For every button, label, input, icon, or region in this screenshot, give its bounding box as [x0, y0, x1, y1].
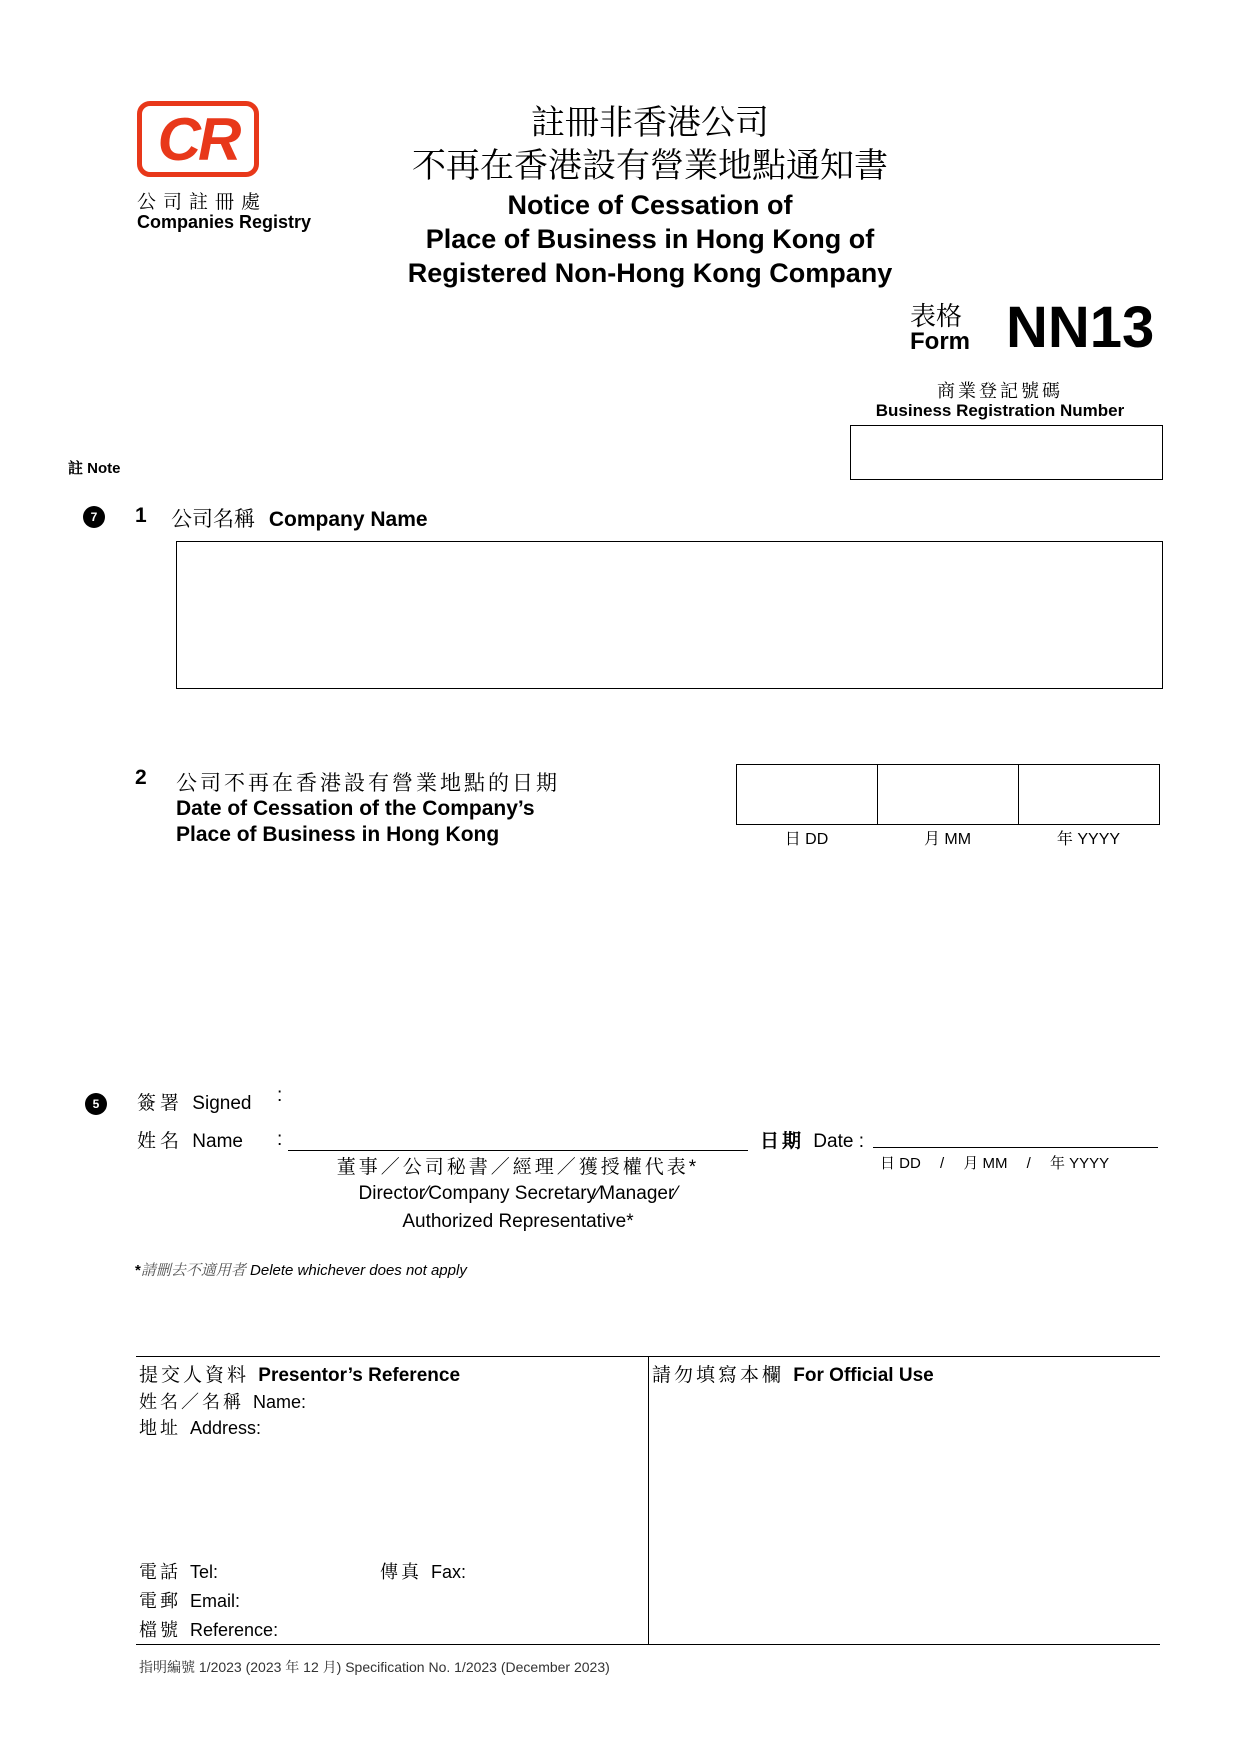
presentor-reference-zh: 檔號 — [139, 1620, 181, 1640]
company-name-label-zh: 公司名稱 — [171, 508, 255, 531]
form-label-zh: 表格 — [910, 301, 963, 331]
presentor-fax-label[interactable] — [380, 1558, 466, 1584]
company-name-label-en: Company Name — [268, 508, 428, 531]
role-options-zh: 董事／公司秘書／經理／獲授權代表* — [336, 1157, 700, 1178]
presentor-reference-label[interactable] — [139, 1616, 278, 1642]
presentor-email-label[interactable] — [139, 1587, 240, 1613]
title-en-line-1: Notice of Cessation of — [507, 190, 793, 220]
signed-label-en: Signed — [192, 1093, 252, 1114]
title-en-line-3: Registered Non-Hong Kong Company — [407, 258, 893, 288]
cessation-date-label-en-1: Date of Cessation of the Company’s — [176, 797, 535, 820]
date-label-en: Date — [813, 1131, 854, 1152]
date-label — [760, 1126, 864, 1153]
cessation-date-label-zh: 公司不再在香港設有營業地點的日期 — [176, 772, 560, 795]
day-label: 日 DD — [784, 831, 829, 848]
signature-date-format: 日 DD / 月 MM / 年 YYYY — [880, 1155, 1110, 1172]
official-use-title — [652, 1360, 934, 1387]
company-name-label — [171, 503, 428, 533]
presentor-title — [139, 1360, 460, 1387]
year-input-box[interactable] — [1019, 765, 1159, 824]
presentor-fax-en: Fax: — [431, 1562, 467, 1582]
day-input-box[interactable] — [737, 765, 878, 824]
presentor-reference-en: Reference: — [190, 1620, 279, 1640]
company-name-input-box[interactable] — [176, 541, 1163, 689]
role-options-en-2: Authorized Representative* — [402, 1211, 634, 1232]
title-en-line-2: Place of Business in Hong Kong of — [425, 224, 875, 254]
role-options-en-1: Director⁄Company Secretary⁄Manager⁄ — [358, 1183, 678, 1204]
name-label-zh: 姓名 — [137, 1131, 184, 1152]
note-marker-5: 5 — [85, 1093, 107, 1115]
presentor-name-zh: 姓名／名稱 — [139, 1392, 244, 1412]
footnote-zh: 請刪去不適用者 — [140, 1262, 246, 1279]
logo-text: CR — [157, 106, 239, 173]
cessation-date-boxes — [736, 764, 1160, 825]
month-label: 月 MM — [923, 831, 972, 848]
name-colon: : — [277, 1129, 283, 1150]
presentor-tel-en: Tel: — [190, 1562, 219, 1582]
title-zh-line-1: 註冊非香港公司 — [531, 104, 769, 142]
presentor-tel-zh: 電話 — [139, 1562, 181, 1582]
name-label — [137, 1126, 243, 1153]
presentor-fax-zh: 傳真 — [380, 1562, 422, 1582]
presentor-address-en: Address: — [190, 1418, 262, 1438]
presentor-tel-label[interactable] — [139, 1558, 218, 1584]
presentor-address-label[interactable] — [139, 1414, 261, 1440]
registry-name-en: Companies Registry — [137, 212, 312, 232]
official-use-zh: 請勿填寫本欄 — [652, 1365, 785, 1386]
note-column-label: 註 Note — [68, 460, 121, 477]
presentor-name-en: Name: — [253, 1392, 307, 1412]
signed-label-zh: 簽署 — [137, 1093, 184, 1114]
brn-label-en: Business Registration Number — [875, 401, 1125, 420]
presentor-address-zh: 地址 — [139, 1418, 181, 1438]
section-2-number: 2 — [135, 766, 147, 789]
signature-date-line[interactable] — [873, 1147, 1158, 1148]
delete-footnote — [135, 1259, 467, 1280]
year-label: 年 YYYY — [1056, 831, 1121, 848]
specification-footer: 指明編號 1/2023 (2023 年 12 月) Specification No. 1/2023 (December 2023) — [139, 1659, 610, 1675]
footnote-star: * — [135, 1262, 141, 1279]
companies-registry-logo — [137, 101, 259, 177]
signed-colon: : — [277, 1085, 283, 1106]
panel-divider — [648, 1356, 649, 1645]
form-number: NN13 — [1006, 295, 1155, 360]
month-input-box[interactable] — [878, 765, 1019, 824]
title-zh-line-2: 不再在香港設有營業地點通知書 — [412, 147, 888, 185]
date-label-zh: 日期 — [760, 1131, 805, 1152]
note-marker-7: 7 — [83, 506, 105, 528]
presentor-email-en: Email: — [190, 1591, 241, 1611]
presentor-email-zh: 電郵 — [139, 1591, 181, 1611]
date-colon: : — [858, 1131, 864, 1152]
registry-name-zh: 公司註冊處 — [137, 192, 268, 213]
signed-label — [137, 1088, 251, 1115]
brn-label-zh: 商業登記號碼 — [937, 381, 1063, 401]
name-signature-line[interactable] — [288, 1150, 748, 1151]
section-1-number: 1 — [135, 504, 147, 527]
presentor-name-label[interactable] — [139, 1388, 306, 1414]
form-label-en: Form — [910, 328, 970, 355]
presentor-title-zh: 提交人資料 — [139, 1365, 250, 1386]
name-label-en: Name — [192, 1131, 243, 1152]
brn-input-box[interactable] — [850, 425, 1163, 480]
cessation-date-label-en-2: Place of Business in Hong Kong — [176, 823, 500, 846]
footnote-en: Delete whichever does not apply — [250, 1262, 467, 1279]
presentor-title-en: Presentor’s Reference — [258, 1365, 461, 1386]
official-use-en: For Official Use — [793, 1365, 934, 1386]
